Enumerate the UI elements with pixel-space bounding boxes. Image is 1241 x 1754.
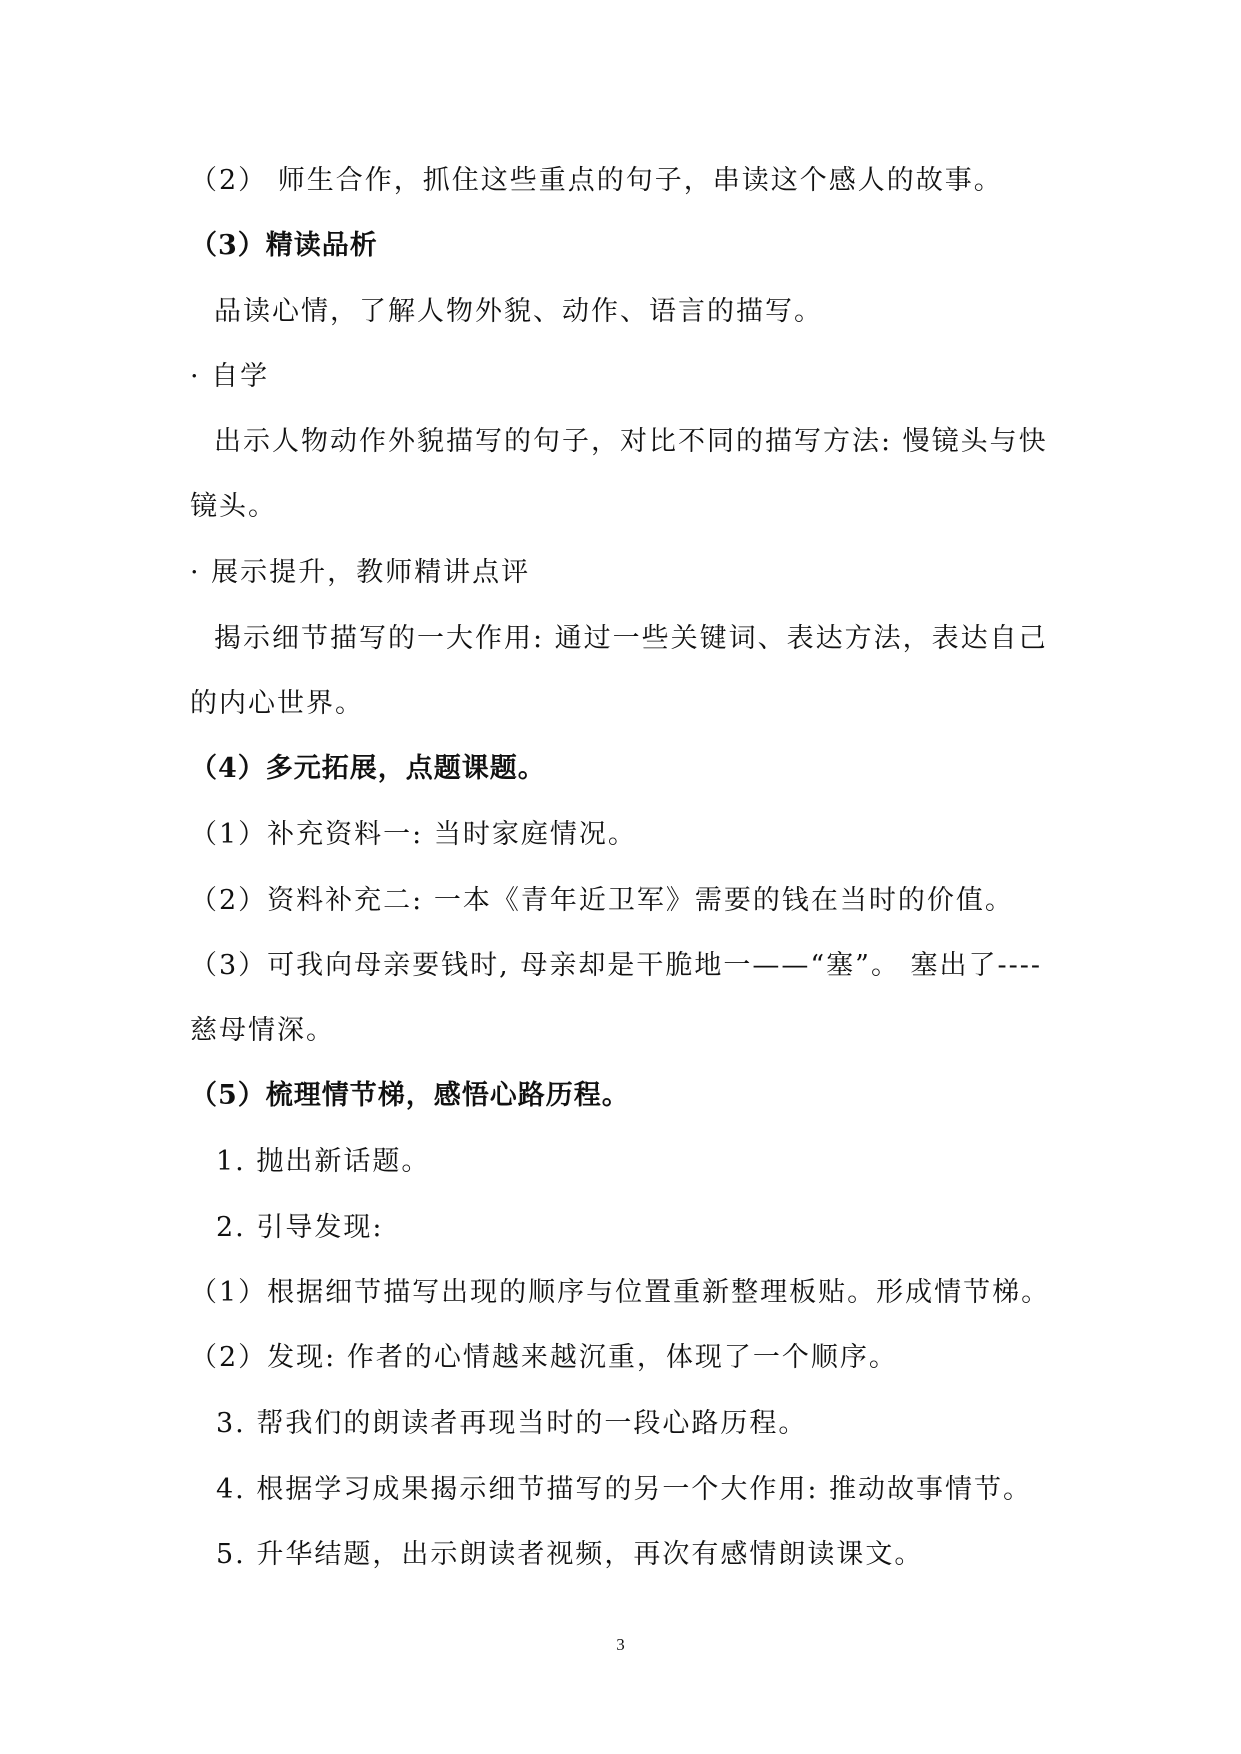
paragraph-line: 的内心世界。 (190, 688, 364, 719)
paragraph-line: 镜头。 (190, 491, 277, 522)
paragraph-line: 慈母情深。 (190, 1015, 335, 1046)
paragraph-line: 品读心情，了解人物外貌、动作、语言的描写。 (214, 296, 823, 327)
bullet-item: · 自学 (190, 361, 270, 392)
paragraph-line: 出示人物动作外貌描写的句子，对比不同的描写方法: 慢镜头与快 (214, 426, 1048, 457)
section-heading: （3）精读品析 (190, 230, 378, 261)
paragraph-line: 揭示细节描写的一大作用: 通过一些关键词、表达方法，表达自己 (214, 623, 1048, 654)
section-heading: （4）多元拓展，点题课题。 (190, 753, 546, 784)
numbered-item: 5. 升华结题，出示朗读者视频，再次有感情朗读课文。 (216, 1539, 924, 1570)
section-heading: （5）梳理情节梯，感悟心路历程。 (190, 1080, 630, 1111)
list-item: （2）发现: 作者的心情越来越沉重，体现了一个顺序。 (190, 1342, 898, 1373)
list-item: （1）根据细节描写出现的顺序与位置重新整理板贴。形成情节梯。 (190, 1277, 1051, 1308)
page-number: 3 (616, 1635, 625, 1654)
bullet-item: · 展示提升，教师精讲点评 (190, 557, 531, 588)
list-item: （1）补充资料一: 当时家庭情况。 (190, 819, 637, 850)
list-item: （2）资料补充二: 一本《青年近卫军》需要的钱在当时的价值。 (190, 885, 1014, 916)
list-item: （3）可我向母亲要钱时, 母亲却是干脆地一——“塞”。 塞出了---- (190, 950, 1043, 981)
numbered-item: 3. 帮我们的朗读者再现当时的一段心路历程。 (216, 1408, 808, 1439)
numbered-item: 1. 抛出新话题。 (216, 1146, 431, 1177)
numbered-item: 4. 根据学习成果揭示细节描写的另一个大作用: 推动故事情节。 (216, 1474, 1033, 1505)
numbered-item: 2. 引导发现: (216, 1212, 384, 1243)
paragraph-line: （2） 师生合作，抓住这些重点的句子，串读这个感人的故事。 (190, 165, 1003, 196)
